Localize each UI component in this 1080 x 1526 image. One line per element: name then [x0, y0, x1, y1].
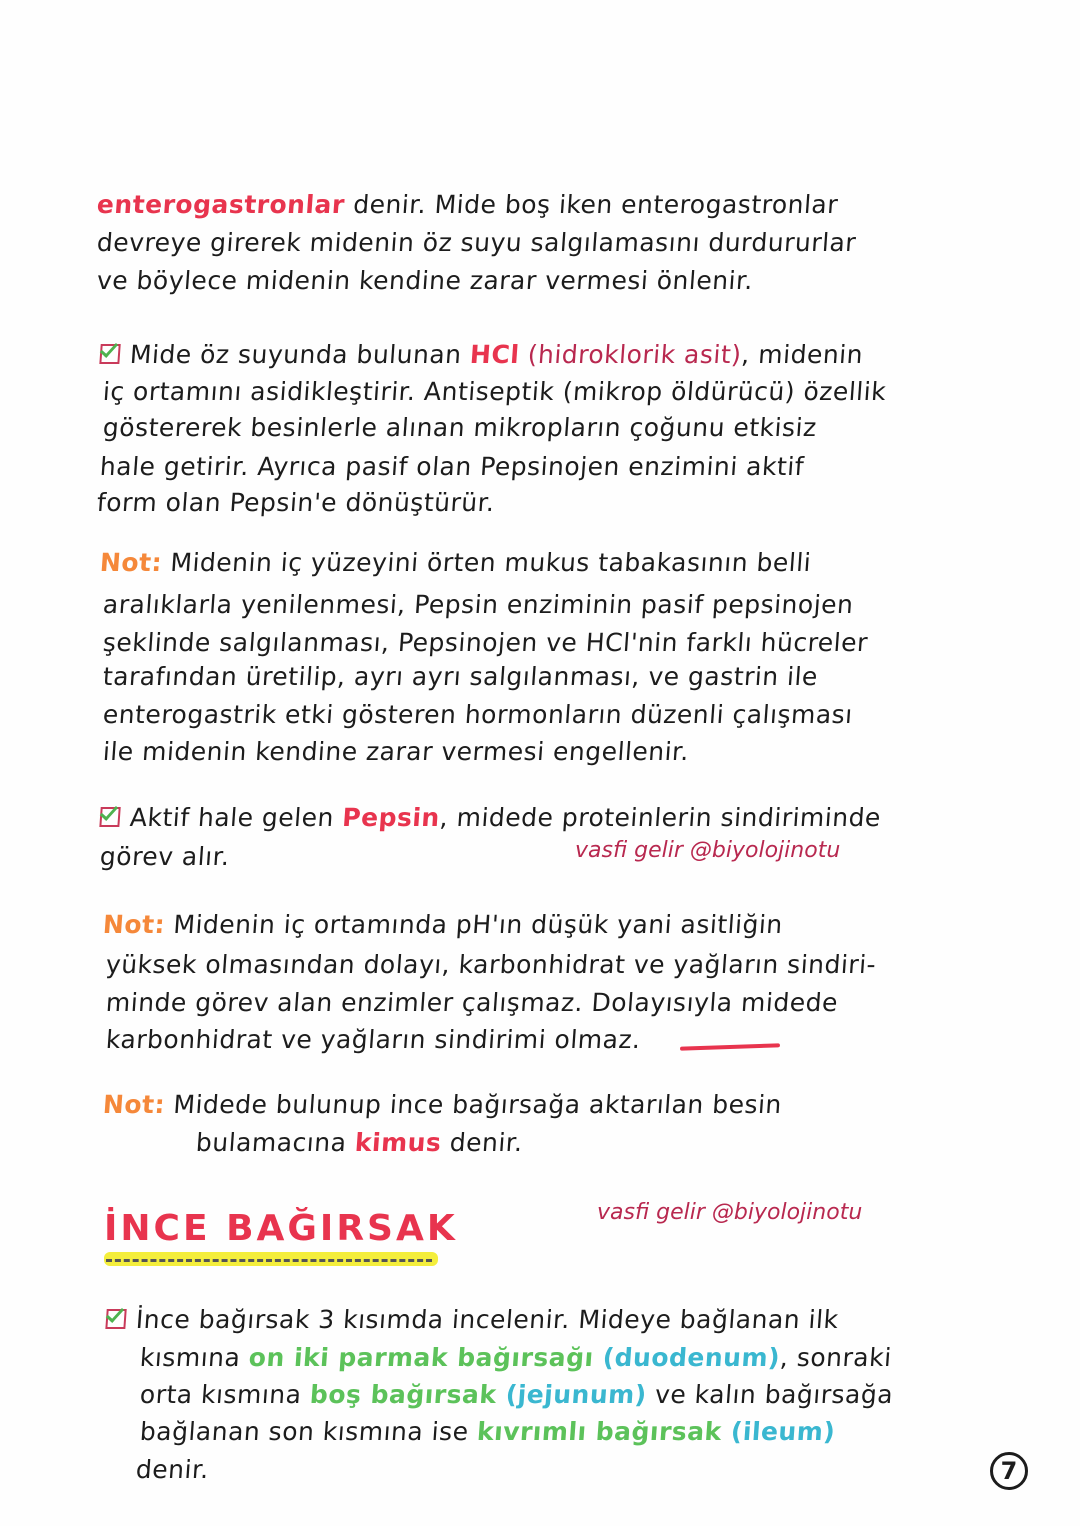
text-line — [99, 340, 864, 369]
text-segment: bağlanan son kısmına ise — [138, 1417, 479, 1446]
text-segment: hale getirir. Ayrıca pasif olan Pepsinojen enzimini aktif — [98, 452, 806, 481]
watermark: vasfi gelir @biyolojinotu — [597, 1200, 863, 1225]
text-line — [195, 1128, 524, 1157]
highlighted-term: Not: — [101, 910, 167, 939]
text-segment: ile midenin kendine zarar vermesi engellenir. — [101, 737, 691, 766]
section-heading: İNCE BAĞIRSAK — [104, 1208, 458, 1249]
text-segment: Midenin iç yüzeyini örten mukus tabakasının belli — [161, 548, 813, 577]
text-line — [102, 662, 819, 691]
text-line — [102, 628, 869, 657]
text-segment: ve kalın bağırsağa — [645, 1380, 895, 1409]
page-number: 7 — [990, 1452, 1028, 1490]
highlighted-term: HCl — [469, 340, 521, 369]
text-line — [96, 190, 839, 219]
text-segment: kısmına — [138, 1343, 250, 1372]
red-underline-mark — [680, 1043, 780, 1050]
heading-dashed-underline — [106, 1259, 432, 1262]
text-segment: aralıklarla yenilenmesi, Pepsin enziminin pasif pepsinojen — [101, 590, 855, 619]
text-line — [102, 700, 854, 729]
highlighted-term: on iki parmak bağırsağı — [247, 1343, 595, 1372]
text-line — [105, 988, 839, 1017]
text-line — [102, 377, 887, 406]
watermark: vasfi gelir @biyolojinotu — [575, 838, 841, 863]
text-segment: form olan Pepsin'e dönüştürür. — [95, 488, 496, 517]
text-segment: , sonraki — [779, 1343, 893, 1372]
text-segment: şeklinde salgılanması, Pepsinojen ve HCl'nin farklı hücreler — [101, 628, 869, 657]
text-line — [102, 737, 690, 766]
text-segment: Midede bulunup ince bağırsağa aktarılan besin — [164, 1090, 783, 1119]
checkbox-checked-icon — [99, 807, 120, 827]
text-line — [99, 842, 231, 871]
highlighted-term: (ileum) — [720, 1417, 837, 1446]
text-segment: enterogastrik etki gösteren hormonların düzenli çalışması — [101, 700, 854, 729]
text-segment: karbonhidrat ve yağların sindirimi olmaz. — [104, 1025, 642, 1054]
text-line — [102, 413, 818, 442]
text-segment: tarafından üretilip, ayrı ayrı salgılanması, ve gastrin ile — [101, 662, 819, 691]
text-line — [102, 910, 784, 939]
text-segment: Aktif hale gelen — [128, 803, 344, 832]
text-line — [139, 1343, 893, 1372]
text-line — [99, 548, 812, 577]
text-line — [96, 266, 754, 295]
highlighted-term: kimus — [353, 1128, 443, 1157]
text-segment: İnce bağırsak 3 kısımda incelenir. Mideye bağlanan ilk — [134, 1305, 840, 1334]
highlighted-term: kıvrımlı bağırsak — [476, 1417, 723, 1446]
highlighted-term: boş bağırsak — [309, 1380, 498, 1409]
text-segment: yüksek olmasından dolayı, karbonhidrat ve yağların sindiri- — [104, 950, 878, 979]
highlighted-term: (hidroklorik asit) — [518, 340, 743, 369]
text-line — [102, 590, 854, 619]
text-segment: minde görev alan enzimler çalışmaz. Dolayısıyla midede — [104, 988, 839, 1017]
highlighted-term: Not: — [101, 1090, 167, 1119]
text-segment: ve böylece midenin kendine zarar vermesi önlenir. — [95, 266, 755, 295]
text-segment: denir. — [440, 1128, 524, 1157]
highlighted-term: (jejunum) — [495, 1380, 648, 1409]
text-segment: denir. Mide boş iken enterogastronlar — [343, 190, 840, 219]
text-segment: iç ortamını asidikleştirir. Antiseptik (mikrop öldürücü) özellik — [101, 377, 888, 406]
checkbox-checked-icon — [99, 344, 120, 364]
text-line — [105, 1025, 642, 1054]
text-segment: denir. — [134, 1455, 210, 1484]
text-line — [105, 1305, 840, 1334]
highlighted-term: enterogastronlar — [95, 190, 346, 219]
text-line — [139, 1380, 894, 1409]
checkbox-checked-icon — [105, 1309, 126, 1329]
text-segment: , midede proteinlerin sindiriminde — [438, 803, 882, 832]
text-segment: devreye girerek midenin öz suyu salgılamasını durdururlar — [95, 228, 858, 257]
text-segment: bulamacına — [194, 1128, 356, 1157]
text-line — [96, 228, 857, 257]
highlighted-term: Pepsin — [341, 803, 441, 832]
text-segment: Mide öz suyunda bulunan — [128, 340, 472, 369]
text-line — [102, 1090, 783, 1119]
text-line — [99, 452, 805, 481]
text-line — [139, 1417, 836, 1446]
text-line — [99, 803, 882, 832]
highlighted-term: Not: — [98, 548, 164, 577]
text-segment: Midenin iç ortamında pH'ın düşük yani asitliğin — [164, 910, 784, 939]
text-segment: , midenin — [740, 340, 865, 369]
text-segment: göstererek besinlerle alınan mikropların çoğunu etkisiz — [101, 413, 818, 442]
text-line — [105, 950, 877, 979]
text-line — [135, 1455, 210, 1484]
text-line — [96, 488, 496, 517]
text-segment: orta kısmına — [138, 1380, 312, 1409]
highlighted-term: (duodenum) — [592, 1343, 782, 1372]
text-segment: görev alır. — [98, 842, 231, 871]
